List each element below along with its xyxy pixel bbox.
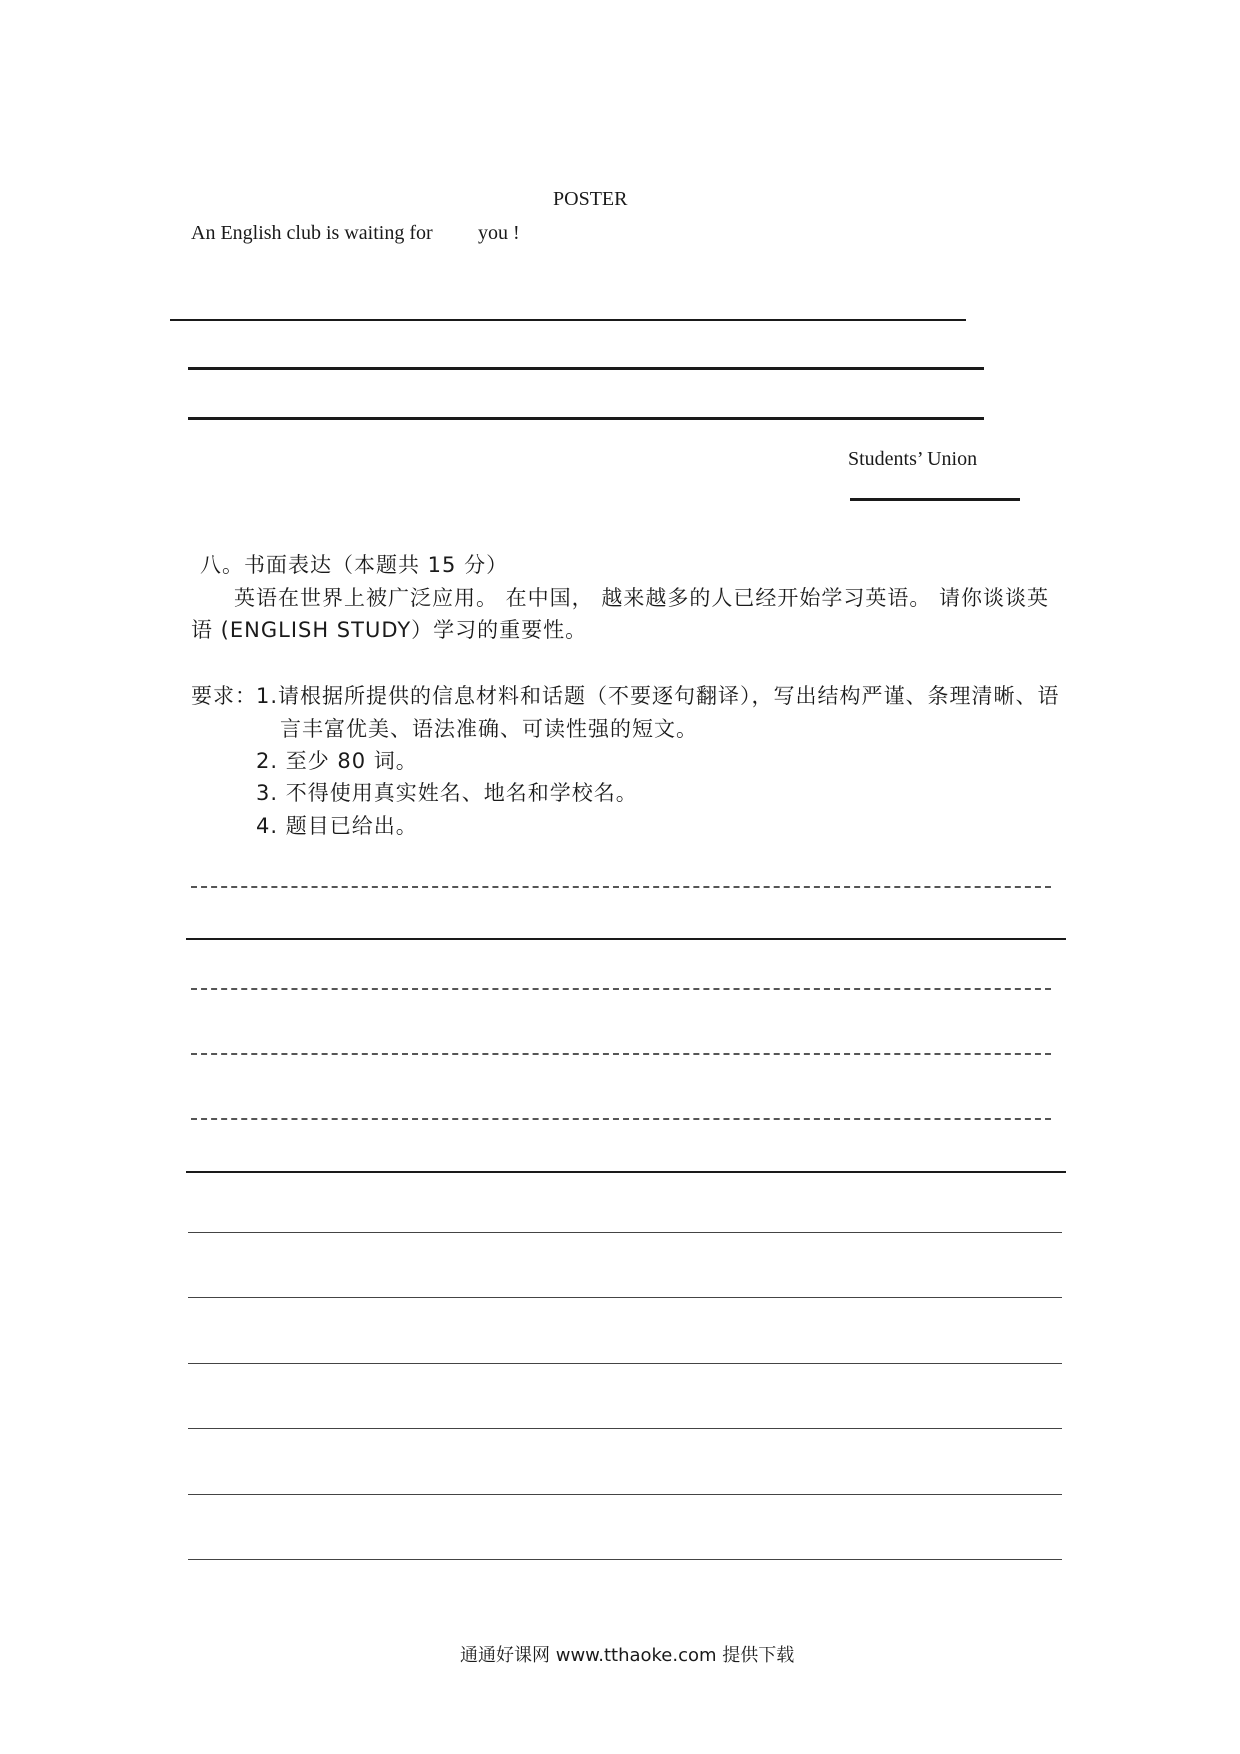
poster-intro-tail: you ! [478, 222, 520, 244]
answer-line-thin-1 [188, 1232, 1062, 1233]
answer-line-thin-6 [188, 1559, 1062, 1560]
poster-answer-line-1 [170, 319, 966, 321]
requirement-1: 1.请根据所提供的信息材料和话题（不要逐句翻译），写出结构严谨、条理清晰、语 [256, 684, 1060, 708]
requirement-3: 3. 不得使用真实姓名、地名和学校名。 [256, 781, 638, 805]
footer-source: 通通好课网 www.tthaoke.com 提供下载 [460, 1645, 795, 1666]
poster-answer-line-3 [188, 417, 984, 420]
answer-line-solid-1 [186, 938, 1066, 940]
poster-intro: An English club is waiting for [191, 222, 433, 244]
answer-line-thin-5 [188, 1494, 1062, 1495]
poster-answer-line-2 [188, 367, 984, 370]
section-heading: 八。书面表达（本题共 15 分） [200, 553, 509, 577]
prompt-line-2: 语 (ENGLISH STUDY）学习的重要性。 [191, 618, 588, 642]
answer-line-dashed-4 [191, 1118, 1051, 1120]
answer-line-dashed-2 [191, 988, 1051, 990]
requirement-1-cont: 言丰富优美、语法准确、可读性强的短文。 [280, 717, 698, 741]
requirement-2: 2. 至少 80 词。 [256, 749, 418, 773]
poster-title: POSTER [553, 188, 628, 210]
answer-line-thin-3 [188, 1363, 1062, 1364]
answer-line-thin-4 [188, 1428, 1062, 1429]
answer-line-solid-2 [186, 1171, 1066, 1173]
date-line [850, 498, 1020, 501]
answer-line-dashed-1 [191, 886, 1051, 888]
answer-line-thin-2 [188, 1297, 1062, 1298]
requirement-4: 4. 题目已给出。 [256, 814, 418, 838]
requirements-label: 要求： [191, 684, 257, 708]
prompt-line-1: 英语在世界上被广泛应用。 在中国， 越来越多的人已经开始学习英语。 请你谈谈英 [234, 586, 1050, 610]
answer-line-dashed-3 [191, 1053, 1051, 1055]
poster-signature: Students’ Union [848, 448, 978, 470]
